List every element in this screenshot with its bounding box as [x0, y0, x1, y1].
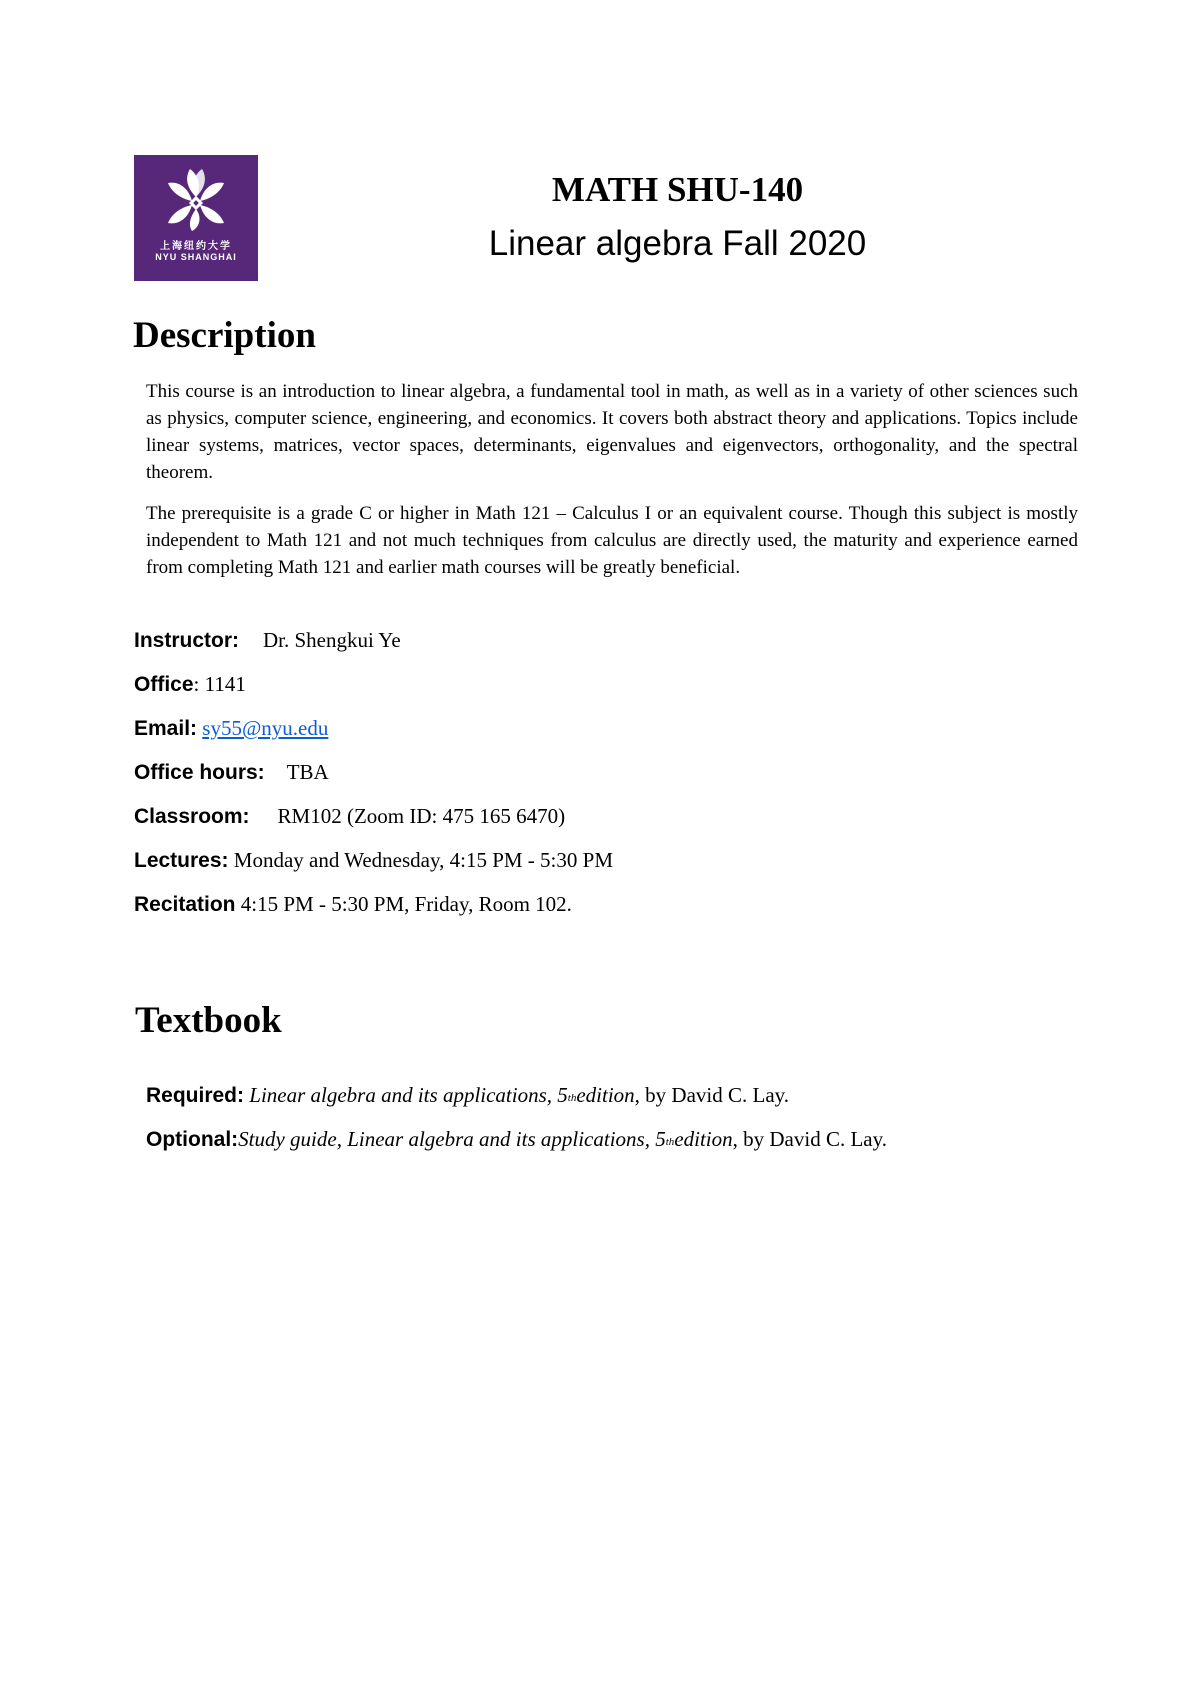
office-hours-line: [134, 758, 329, 787]
logo-chinese-text: 上海纽约大学: [160, 241, 232, 252]
flower-emblem-icon: [134, 155, 258, 281]
required-title: Linear algebra and its applications, 5: [249, 1083, 568, 1107]
recitation-value: 4:15 PM - 5:30 PM, Friday, Room 102.: [240, 892, 572, 916]
office-hours-value: TBA: [286, 760, 329, 784]
classroom-value: RM102 (Zoom ID: 475 165 6470): [277, 804, 566, 828]
logo-english-text: NYU SHANGHAI: [155, 252, 237, 262]
email-line: [134, 714, 328, 743]
email-label: Email:: [134, 717, 198, 740]
optional-label: Optional:: [146, 1128, 239, 1151]
instructor-label: Instructor:: [134, 629, 239, 652]
recitation-line: [134, 890, 572, 919]
lectures-line: [134, 846, 613, 875]
recitation-label: Recitation: [134, 893, 236, 916]
required-textbook-line: [146, 1081, 789, 1112]
email-link[interactable]: sy55@nyu.edu: [202, 716, 329, 740]
description-heading: Description: [133, 315, 316, 356]
office-line: [134, 670, 246, 699]
course-title: Linear algebra Fall 2020: [488, 224, 867, 263]
required-label: Required:: [146, 1084, 245, 1107]
classroom-line: [134, 802, 565, 831]
classroom-label: Classroom:: [134, 805, 250, 828]
course-code: MATH SHU-140: [551, 170, 804, 209]
instructor-line: [134, 626, 401, 655]
required-sup: th: [567, 1092, 577, 1104]
instructor-value: Dr. Shengkui Ye: [263, 628, 401, 652]
office-value: : 1141: [193, 672, 246, 696]
office-label: Office: [134, 673, 194, 696]
optional-title: Study guide, Linear algebra and its applications, 5: [238, 1127, 666, 1151]
description-paragraph-2: The prerequisite is a grade C or higher in Math 121 – Calculus I or an equivalent course. Though this subject is mostly independent to Math 121 and not much techniques from calculus are directly used, the maturity and experience earned from completing Math 121 and earlier math courses will be greatly beneficial.: [146, 503, 1078, 578]
optional-author: , by David C. Lay.: [732, 1127, 887, 1151]
optional-edition: edition: [674, 1127, 733, 1151]
required-edition: edition: [576, 1083, 635, 1107]
textbook-heading: Textbook: [135, 1000, 282, 1041]
description-paragraph-1: This course is an introduction to linear algebra, a fundamental tool in math, as well as in a variety of other sciences such as physics, computer science, engineering, and economics. It covers both abstract theory and applications. Topics include linear systems, matrices, vector spaces, determinants, eigenvalues and eigenvectors, orthogonality, and the spectral theorem.: [146, 381, 1078, 483]
required-author: , by David C. Lay.: [634, 1083, 790, 1107]
optional-sup: th: [665, 1136, 675, 1148]
lectures-label: Lectures:: [134, 849, 229, 872]
nyu-shanghai-logo: [134, 155, 258, 281]
office-hours-label: Office hours:: [134, 761, 265, 784]
lectures-value: Monday and Wednesday, 4:15 PM - 5:30 PM: [233, 848, 613, 872]
optional-textbook-line: [146, 1125, 887, 1156]
